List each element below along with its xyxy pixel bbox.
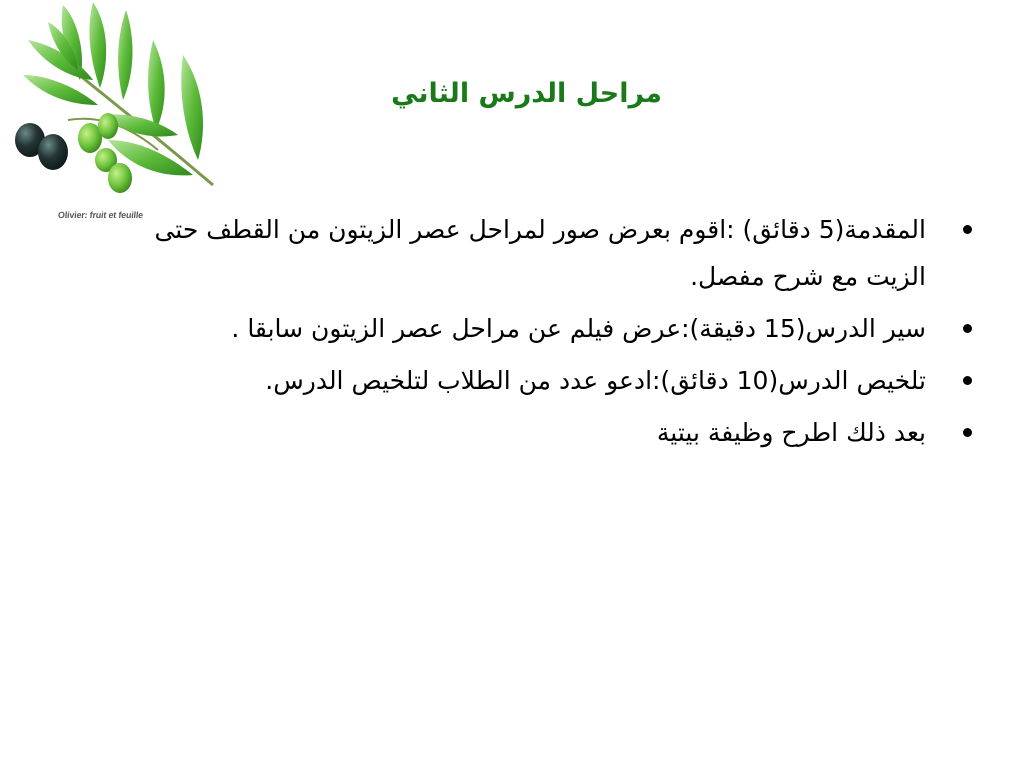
bullet-dot-icon	[963, 225, 972, 234]
bullet-dot-icon	[963, 324, 972, 333]
bullet-dot-icon	[963, 428, 972, 437]
bullet-text: تلخيص الدرس(10 دقائق):ادعو عدد من الطلاب لتلخيص الدرس.	[265, 366, 926, 395]
slide-title: مراحل الدرس الثاني	[391, 78, 662, 109]
image-caption: Olivier: fruit et feuille	[57, 210, 144, 220]
bullet-text: بعد ذلك اطرح وظيفة بيتية	[656, 418, 926, 447]
list-item	[100, 409, 952, 456]
olive-branch-icon	[8, 0, 223, 228]
bullet-list	[100, 206, 952, 461]
bullet-text: المقدمة(5 دقائق) :اقوم بعرض صور لمراحل عصر الزيتون من القطف حتى الزيت مع شرح مفصل.	[154, 215, 926, 291]
list-item	[100, 305, 952, 352]
bullet-text: سير الدرس(15 دقيقة):عرض فيلم عن مراحل عصر الزيتون سابقا .	[231, 314, 926, 343]
list-item	[100, 357, 952, 404]
bullet-dot-icon	[963, 376, 972, 385]
list-item	[100, 206, 952, 300]
